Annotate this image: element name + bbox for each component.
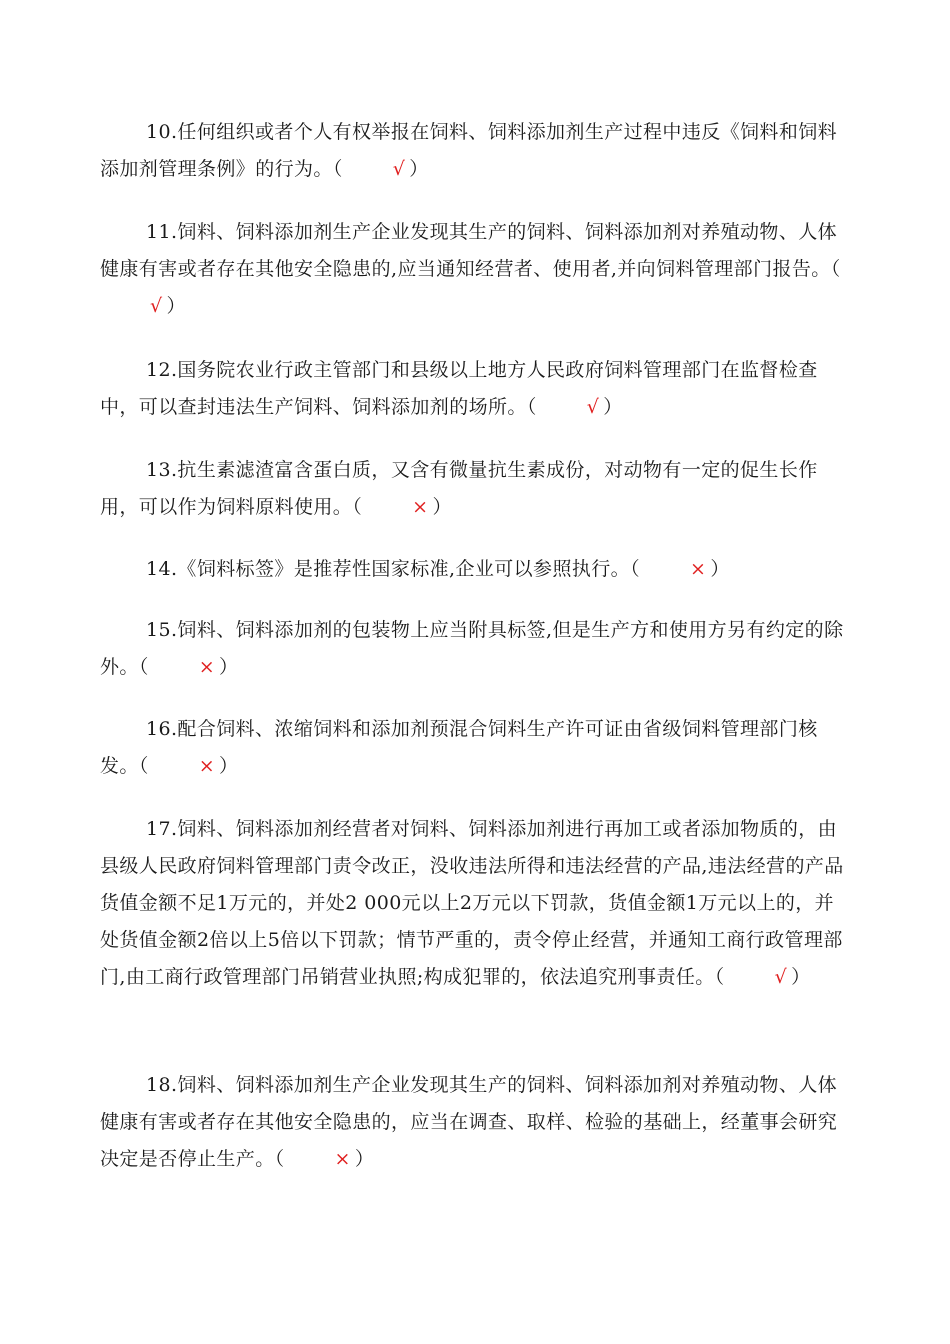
answer-open-paren: （ <box>274 1148 285 1170</box>
question-number: 11. <box>146 221 178 243</box>
question-text: 《饲料标签》是推荐性国家标准,企业可以参照执行。 <box>177 558 631 580</box>
answer-open-paren: （ <box>630 558 640 580</box>
question-number: 13. <box>146 459 178 481</box>
answer-cross-mark: × <box>689 558 707 580</box>
answer-close-paren: ） <box>166 295 186 317</box>
answer-close-paren: ） <box>219 755 239 777</box>
question-text: 饲料、饲料添加剂生产企业发现其生产的饲料、饲料添加剂对养殖动物、人体健康有害或者存在其他安全隐患的,应当通知经营者、使用者,并向饲料管理部门报告。 <box>100 221 838 280</box>
question-10 <box>100 114 852 188</box>
question-11 <box>100 214 852 325</box>
question-number: 18. <box>146 1074 178 1096</box>
question-text: 配合饲料、浓缩饲料和添加剂预混合饲料生产许可证由省级饲料管理部门核发。 <box>100 718 818 777</box>
question-number: 15. <box>146 619 178 641</box>
question-text: 饲料、饲料添加剂的包装物上应当附具标签,但是生产方和使用方另有约定的除外。 <box>100 619 844 678</box>
answer-close-paren: ） <box>432 496 452 518</box>
question-12 <box>100 352 852 426</box>
question-17 <box>100 811 852 996</box>
answer-open-paren: （ <box>526 396 537 418</box>
answer-cross-mark: × <box>198 656 216 678</box>
answer-open-paren: （ <box>138 656 149 678</box>
question-text: 国务院农业行政主管部门和县级以上地方人民政府饲料管理部门在监督检查中，可以查封违法生产饲料、饲料添加剂的场所。 <box>100 359 818 418</box>
question-15 <box>100 612 852 686</box>
answer-cross-mark: × <box>198 755 216 777</box>
question-text: 饲料、饲料添加剂经营者对饲料、饲料添加剂进行再加工或者添加物质的，由县级人民政府饲料管理部门责令改正，没收违法所得和违法经营的产品,违法经营的产品货值金额不足1万元的，并处2 000元以上2万元以下罚款，货值金额1万元以上的，并处货值金额2倍以上5倍以下罚款；情节严重的，责令停止经营，并通知工商行政管理部门,由工商行政管理部门吊销营业执照;构成犯罪的，依法追究刑事责任。 <box>100 818 844 988</box>
question-number: 14. <box>146 558 178 580</box>
answer-cross-mark: × <box>334 1148 351 1170</box>
answer-close-paren: ） <box>409 158 429 180</box>
answer-open-paren: （ <box>138 755 149 777</box>
answer-check-mark: √ <box>150 295 163 317</box>
answer-check-mark: √ <box>586 396 600 418</box>
answer-open-paren: （ <box>332 158 343 180</box>
answer-open-paren: （ <box>714 966 725 988</box>
question-number: 12. <box>146 359 178 381</box>
question-16 <box>100 711 852 785</box>
question-text: 抗生素滤渣富含蛋白质，又含有微量抗生素成份，对动物有一定的促生长作用，可以作为饲料原料使用。 <box>100 459 818 518</box>
answer-open-paren: （ <box>830 258 841 280</box>
question-number: 17. <box>146 818 178 840</box>
answer-cross-mark: × <box>412 496 429 518</box>
question-14 <box>100 551 852 588</box>
question-13 <box>100 452 852 526</box>
question-number: 16. <box>146 718 178 740</box>
question-18 <box>100 1067 852 1178</box>
answer-close-paren: ） <box>219 656 239 678</box>
answer-open-paren: （ <box>352 496 363 518</box>
answer-close-paren: ） <box>354 1148 375 1170</box>
answer-close-paren: ） <box>791 966 811 988</box>
question-text: 任何组织或者个人有权举报在饲料、饲料添加剂生产过程中违反《饲料和饲料添加剂管理条例》的行为。 <box>100 121 838 180</box>
answer-check-mark: √ <box>774 966 788 988</box>
question-number: 10. <box>146 121 178 143</box>
question-text: 饲料、饲料添加剂生产企业发现其生产的饲料、饲料添加剂对养殖动物、人体健康有害或者存在其他安全隐患的，应当在调查、取样、检验的基础上，经董事会研究决定是否停止生产。 <box>100 1074 838 1170</box>
answer-check-mark: √ <box>392 158 406 180</box>
answer-close-paren: ） <box>603 396 623 418</box>
answer-close-paren: ） <box>710 558 730 580</box>
